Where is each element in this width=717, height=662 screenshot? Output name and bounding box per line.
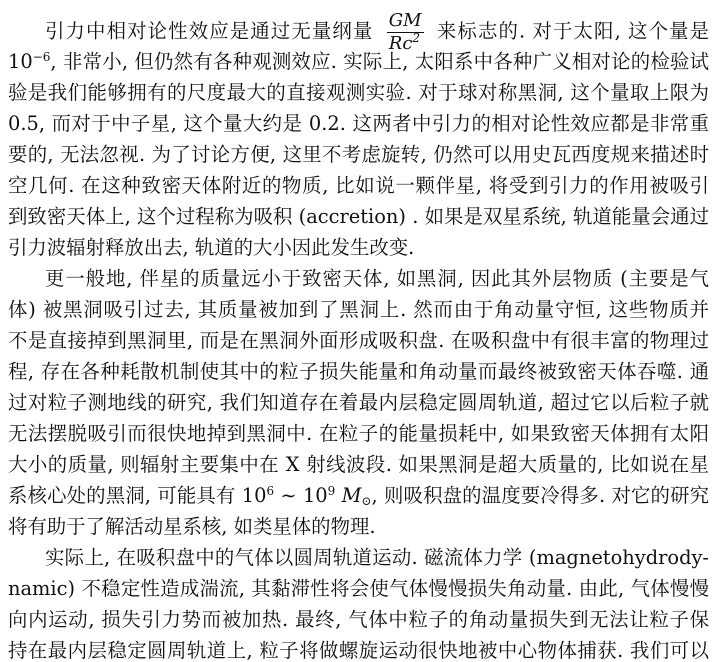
para1-text: 引力中相对论性效应是通过无量纲量: [45, 19, 374, 43]
fraction-denominator-exponent: 2: [412, 30, 421, 45]
para3-line-3: 向内运动, 损失引力势而被加热. 最终, 气体中粒子的角动量损失到无法让粒子保: [8, 608, 709, 631]
para1-line-6: 空几何. 在这种致密天体附近的物质, 比如说一颗伴星, 将受到引力的作用被吸引: [8, 174, 709, 197]
para1-text: 来标志的. 对于太阳, 这个量是: [436, 19, 710, 43]
dimensionless-fraction: [387, 11, 424, 54]
para1-text: , 非常小, 但仍然有各种观测效应. 实际上, 太阳系中各种广义相对论的检验试: [50, 50, 709, 73]
power-exponent: 9: [327, 484, 336, 498]
para1-line-1: [45, 11, 709, 54]
fraction-denominator-base: Rc: [388, 32, 413, 54]
para1-line-5: 要的, 无法忽视. 为了讨论方便, 这里不考虑旋转, 仍然可以用史瓦西度规来描述时: [8, 143, 709, 166]
para2-line-1: 更一般地, 伴星的质量远小于致密天体, 如黑洞, 因此其外层物质 (主要是气: [45, 267, 709, 290]
para1-line-3: 验是我们能够拥有的尺度最大的直接观测实验. 对于球对称黑洞, 这个量取上限为: [8, 81, 709, 104]
fraction-numerator: GM: [388, 10, 422, 31]
para2-line-6: 无法摆脱吸引而很快地掉到黑洞中. 在粒子的能量损耗中, 如果致密天体拥有太阳: [8, 422, 709, 445]
power-exponent: 6: [266, 484, 275, 498]
para1-line-7: 到致密天体上, 这个过程称为吸积 (accretion) . 如果是双星系统, 轨道能量会通过: [8, 205, 709, 228]
para2-text: ∼ 10: [274, 484, 328, 507]
solar-mass-symbol: M: [341, 484, 362, 507]
para2-line-4: 程, 存在各种耗散机制使其中的粒子损失能量和角动量而最终被致密天体吞噬. 通: [8, 360, 709, 383]
para2-text: , 则吸积盘的温度要冷得多. 对它的研究: [371, 484, 710, 507]
power-exponent: −6: [32, 50, 51, 64]
power-base: 10: [8, 50, 33, 73]
para2-line-7: 大小的质量, 则辐射主要集中在 X 射线波段. 如果黑洞是超大质量的, 比如说在星: [8, 453, 709, 476]
para2-line-3: 不是直接掉到黑洞里, 而是在黑洞外面形成吸积盘. 在吸积盘中有很丰富的物理过: [8, 329, 709, 352]
para3-line-4: 持在最内层稳定圆周轨道上, 粒子将做螺旋运动很快地被中心物体捕获. 我们可以: [8, 639, 709, 662]
para2-text: 系核心处的黑洞, 可能具有 10: [8, 484, 267, 507]
para2-line-8: [8, 486, 709, 507]
sun-subscript: ⊙: [361, 494, 372, 508]
para3-line-1: 实际上, 在吸积盘中的气体以圆周轨道运动. 磁流体力学 (magnetohydrody-: [45, 546, 709, 569]
para1-line-4: 0.5, 而对于中子星, 这个量大约是 0.2. 这两者中引力的相对论性效应都是非常重: [8, 112, 709, 135]
para2-line-2: 体) 被黑洞吸引过去, 其质量被加到了黑洞上. 然而由于角动量守恒, 这些物质并: [8, 298, 709, 321]
para2-line-9: 将有助于了解活动星系核, 如类星体的物理.: [8, 515, 376, 538]
para1-line-2: [8, 52, 709, 71]
para1-line-8: 引力波辐射释放出去, 轨道的大小因此发生改变.: [8, 236, 415, 259]
para2-line-5: 过对粒子测地线的研究, 我们知道存在着最内层稳定圆周轨道, 超过它以后粒子就: [8, 391, 709, 414]
para3-line-2: namic) 不稳定性造成湍流, 其黏滞性将会使气体慢慢损失角动量. 由此, 气体慢慢: [8, 577, 709, 600]
